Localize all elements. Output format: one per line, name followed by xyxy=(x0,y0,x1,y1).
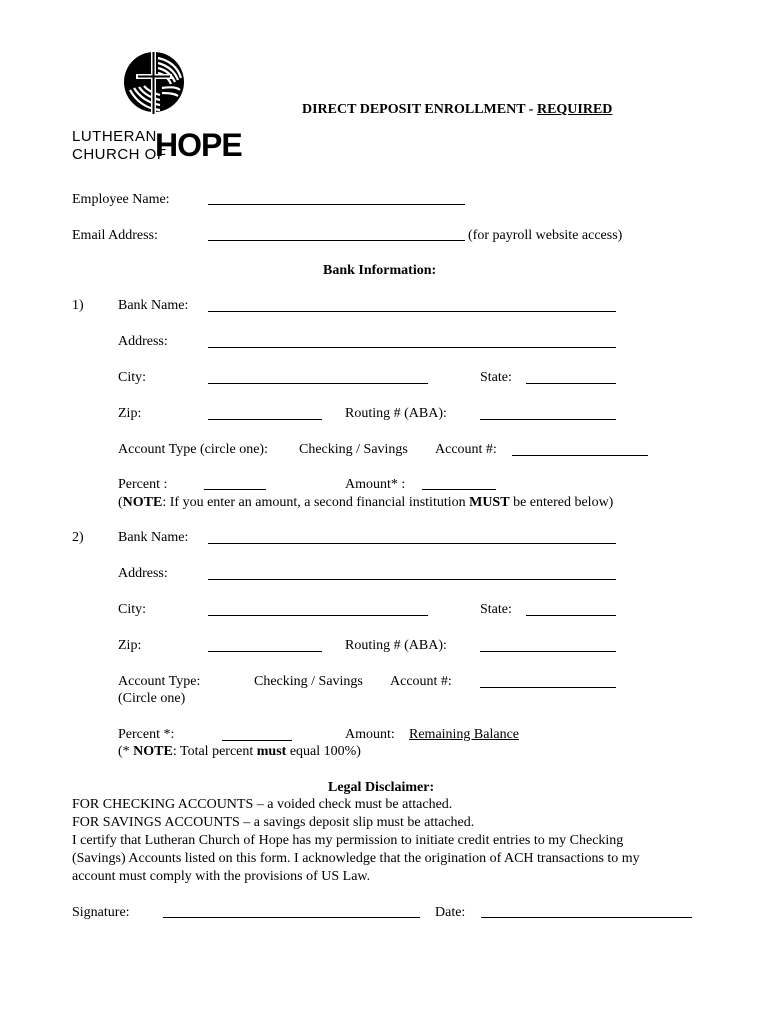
bank2-percent-field[interactable] xyxy=(222,740,292,741)
bank1-zip-field[interactable] xyxy=(208,419,322,420)
bank1-account-type-label: Account Type (circle one): xyxy=(118,442,268,457)
bank2-number: 2) xyxy=(72,530,84,545)
email-note: (for payroll website access) xyxy=(468,228,623,243)
employee-name-label: Employee Name: xyxy=(72,192,170,207)
bank1-note xyxy=(118,494,613,511)
logo-text-hope: HOPE xyxy=(155,127,242,163)
logo-text-lutheran: LUTHERAN xyxy=(72,128,157,145)
form-title xyxy=(302,101,612,118)
bank2-city-label: City: xyxy=(118,602,147,617)
bank1-routing-label: Routing # (ABA): xyxy=(345,406,447,421)
bank1-name-field[interactable] xyxy=(208,311,616,312)
bank1-routing-field[interactable] xyxy=(480,419,616,420)
email-field[interactable] xyxy=(208,240,465,241)
bank1-number: 1) xyxy=(72,298,84,313)
bank1-note-open: ( xyxy=(118,495,123,510)
bank2-zip-field[interactable] xyxy=(208,651,322,652)
email-label: Email Address: xyxy=(72,228,158,243)
bank2-note-text1: : Total percent xyxy=(172,744,257,759)
bank2-routing-field[interactable] xyxy=(480,651,616,652)
bank1-city-field[interactable] xyxy=(208,383,428,384)
bank1-zip-label: Zip: xyxy=(118,406,142,421)
bank1-note-text1: : If you enter an amount, a second financial institution xyxy=(162,495,470,510)
bank2-state-label: State: xyxy=(480,602,512,617)
bank1-state-field[interactable] xyxy=(526,383,616,384)
bank1-city-label: City: xyxy=(118,370,147,385)
bank2-note-bold: NOTE xyxy=(133,744,173,759)
church-cross-emblem-icon xyxy=(118,44,190,124)
bank2-amount-label: Amount: xyxy=(345,727,395,742)
bank1-note-text2: be entered below) xyxy=(509,495,614,510)
legal-line-1: FOR CHECKING ACCOUNTS – a voided check must be attached. xyxy=(72,797,453,812)
bank2-account-num-field[interactable] xyxy=(480,687,616,688)
title-required: REQUIRED xyxy=(536,102,613,117)
bank2-account-type-label: Account Type: xyxy=(118,674,201,689)
bank2-account-num-label: Account #: xyxy=(390,674,452,689)
bank2-name-field[interactable] xyxy=(208,543,616,544)
bank2-city-field[interactable] xyxy=(208,615,428,616)
logo-text-church-of: CHURCH OF xyxy=(72,146,167,163)
bank2-name-label: Bank Name: xyxy=(118,530,189,545)
bank2-note xyxy=(118,743,361,760)
legal-line-2: FOR SAVINGS ACCOUNTS – a savings deposit slip must be attached. xyxy=(72,815,475,830)
bank2-percent-label: Percent *: xyxy=(118,727,175,742)
bank2-note-must: must xyxy=(256,744,287,759)
bank1-address-label: Address: xyxy=(118,334,168,349)
date-field[interactable] xyxy=(481,917,692,918)
bank1-name-label: Bank Name: xyxy=(118,298,189,313)
bank1-amount-field[interactable] xyxy=(422,489,496,490)
bank2-routing-label: Routing # (ABA): xyxy=(345,638,447,653)
church-logo xyxy=(118,44,190,129)
bank1-percent-field[interactable] xyxy=(204,489,266,490)
bank1-state-label: State: xyxy=(480,370,512,385)
signature-label: Signature: xyxy=(72,905,130,920)
signature-field[interactable] xyxy=(163,917,420,918)
bank2-address-field[interactable] xyxy=(208,579,616,580)
bank2-state-field[interactable] xyxy=(526,615,616,616)
bank2-note-text2: equal 100%) xyxy=(286,744,361,759)
bank2-circle-one: (Circle one) xyxy=(118,691,186,706)
bank2-amount-value: Remaining Balance xyxy=(409,727,520,742)
bank1-percent-label: Percent : xyxy=(118,477,168,492)
bank2-zip-label: Zip: xyxy=(118,638,142,653)
bank2-account-type-options[interactable]: Checking / Savings xyxy=(254,674,363,689)
legal-heading: Legal Disclaimer: xyxy=(328,780,435,795)
bank2-note-open: (* xyxy=(118,744,134,759)
bank1-account-num-field[interactable] xyxy=(512,455,648,456)
bank-info-heading: Bank Information: xyxy=(323,263,437,278)
bank1-account-num-label: Account #: xyxy=(435,442,497,457)
employee-name-field[interactable] xyxy=(208,204,465,205)
bank1-note-must: MUST xyxy=(469,495,510,510)
bank2-address-label: Address: xyxy=(118,566,168,581)
bank1-note-bold: NOTE xyxy=(122,495,163,510)
bank1-address-field[interactable] xyxy=(208,347,616,348)
title-main: DIRECT DEPOSIT ENROLLMENT - xyxy=(302,102,537,117)
legal-line-3: I certify that Lutheran Church of Hope has my permission to initiate credit entries to my Checking xyxy=(72,833,624,848)
date-label: Date: xyxy=(435,905,466,920)
bank1-amount-label: Amount* : xyxy=(345,477,406,492)
bank1-account-type-options[interactable]: Checking / Savings xyxy=(299,442,408,457)
legal-line-4: (Savings) Accounts listed on this form. I acknowledge that the origination of ACH transactions to my xyxy=(72,851,640,866)
legal-line-5: account must comply with the provisions of US Law. xyxy=(72,869,371,884)
